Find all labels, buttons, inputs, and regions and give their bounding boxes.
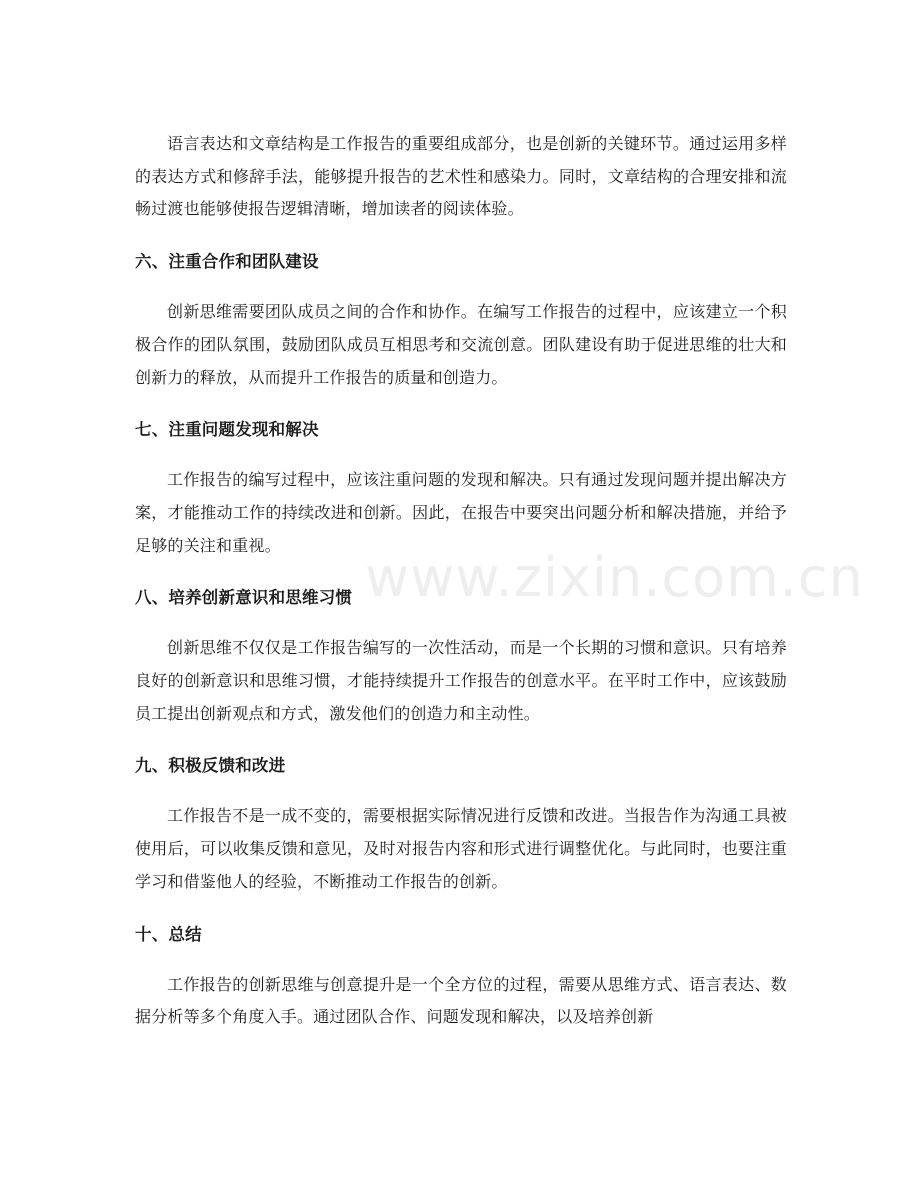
section-heading-10: 十、总结 <box>135 924 202 944</box>
section-heading-8: 八、培养创新意识和思维习惯 <box>135 588 353 608</box>
section-paragraph-9: 工作报告不是一成不变的，需要根据实际情况进行反馈和改进。当报告作为沟通工具被使用后，可以收集反馈和意见，及时对报告内容和形式进行调整优化。与此同时，也要注重学习和借鉴他人的经验，不断推动工作报告的创新。 <box>135 806 787 891</box>
section-heading-9: 九、积极反馈和改进 <box>135 756 286 776</box>
section-heading-7: 七、注重问题发现和解决 <box>135 420 319 440</box>
section-paragraph-8: 创新思维不仅仅是工作报告编写的一次性活动，而是一个长期的习惯和意识。只有培养良好的创新意识和思维习惯，才能持续提升工作报告的创意水平。在平时工作中，应该鼓励员工提出创新观点和方式，激发他们的创造力和主动性。 <box>135 638 787 723</box>
section-heading-6: 六、注重合作和团队建设 <box>135 252 319 272</box>
section-paragraph-7: 工作报告的编写过程中，应该注重问题的发现和解决。只有通过发现问题并提出解决方案，才能推动工作的持续改进和创新。因此，在报告中要突出问题分析和解决措施，并给予足够的关注和重视。 <box>135 470 787 555</box>
section-paragraph-10: 工作报告的创新思维与创意提升是一个全方位的过程，需要从思维方式、语言表达、数据分析等多个角度入手。通过团队合作、问题发现和解决，以及培养创新 <box>135 974 787 1027</box>
watermark-text: www.zixin.com.cn <box>365 546 864 609</box>
document-content <box>135 128 787 1034</box>
intro-paragraph: 语言表达和文章结构是工作报告的重要组成部分，也是创新的关键环节。通过运用多样的表达方式和修辞手法，能够提升报告的艺术性和感染力。同时，文章结构的合理安排和流畅过渡也能够使报告逻辑清晰，增加读者的阅读体验。 <box>135 134 787 219</box>
section-paragraph-6: 创新思维需要团队成员之间的合作和协作。在编写工作报告的过程中，应该建立一个积极合作的团队氛围，鼓励团队成员互相思考和交流创意。团队建设有助于促进思维的壮大和创新力的释放，从而提升工作报告的质量和创造力。 <box>135 302 787 387</box>
